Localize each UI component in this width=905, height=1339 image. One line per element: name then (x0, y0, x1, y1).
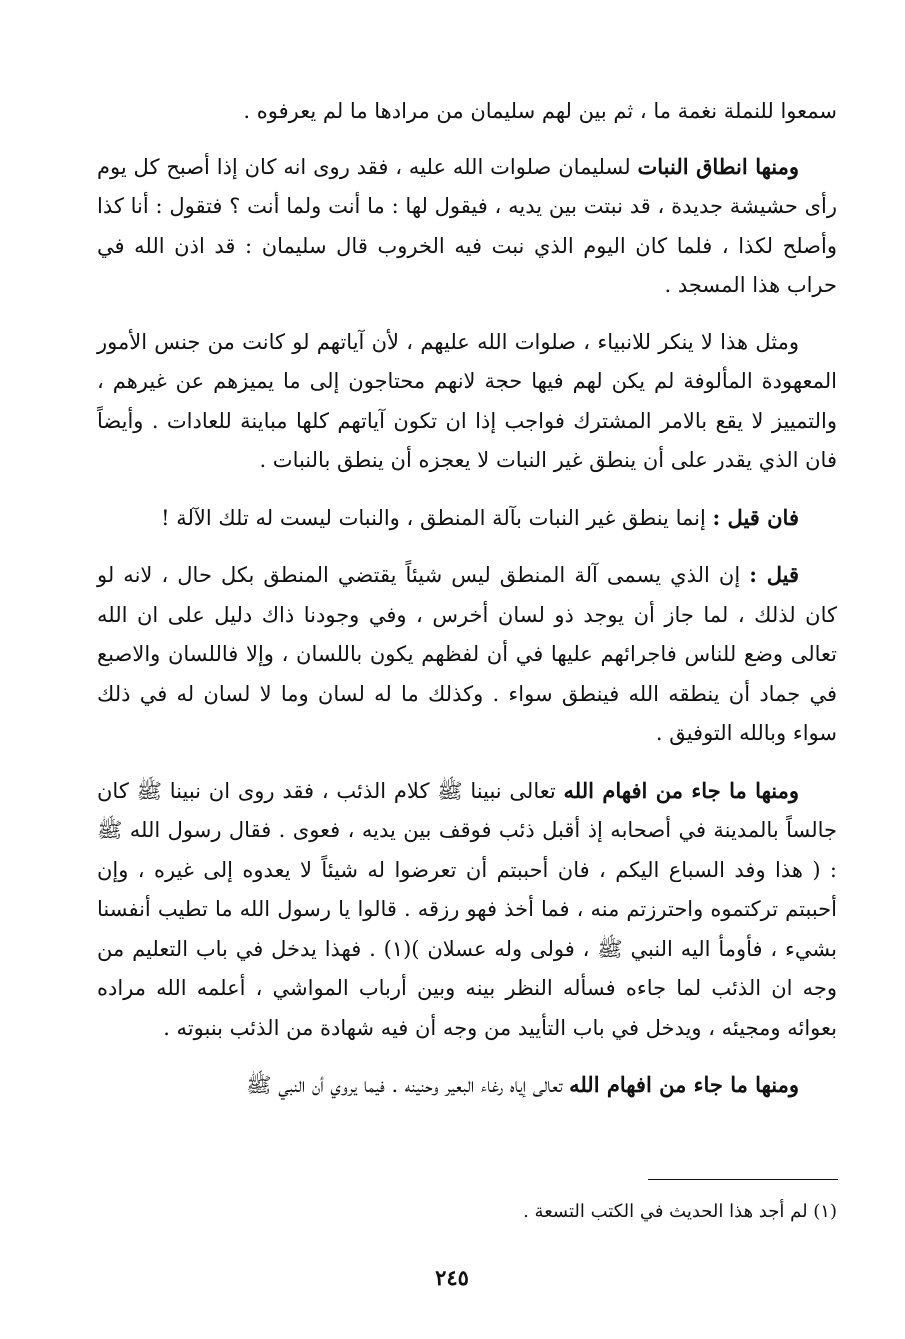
paragraph-lead-in: ومنها ما جاء من افهام الله (569, 1072, 799, 1097)
body-text (97, 92, 837, 1123)
paragraph-text: لسليمان صلوات الله عليه ، فقد روى انه كان إذا أصبح كل يوم رأى حشيشة جديدة ، قد نبتت بين يديه ، فيقول لها : ما أنت ولما أنت ؟ فتقول : أنا كذا وأصلح لكذا ، فلما كان اليوم الذي نبت فيه الخروب قال سليمان : قد اذن الله في حراب هذا المسجد . (97, 154, 837, 297)
paragraph (97, 92, 837, 132)
paragraph-lead-in: ومنها ما جاء من افهام الله (563, 777, 799, 803)
paragraph-text: ومثل هذا لا ينكر للانبياء ، صلوات الله عليهم ، لأن آياتهم لو كانت من جنس الأمور المعهودة المألوفة لم يكن لهم فيها حجة لانهم محتاجون إلى ما يميزهم عن غيرهم ، والتمييز لا يقع بالامر المشترك فواجب إذا ان تكون آياتهم كلها مباينة للعادات . وأيضاً فان الذي يقدر على أن ينطق غير النبات لا يعجزه أن ينطق بالنبات . (97, 329, 837, 472)
paragraph (97, 147, 837, 306)
page-number: ٢٤٥ (435, 1265, 469, 1290)
paragraph (97, 498, 837, 539)
paragraph (97, 555, 837, 754)
paragraph-text: سمعوا للنملة نغمة ما ، ثم بين لهم سليمان من مرادها ما لم يعرفوه . (243, 99, 837, 123)
paragraph-text: تعالى إياه رغاء البعير وحنينه . فيما يروي أن النبي ﷺ (246, 1073, 563, 1097)
paragraph-lead-in: فان قيل : (712, 504, 799, 530)
paragraph-text: إنما ينطق غير النبات بآلة المنطق ، والنبات ليست له تلك الآلة ! (161, 505, 706, 530)
paragraph-text: إن الذي يسمى آلة المنطق ليس شيئاً يقتضي المنطق بكل حال ، لانه لو كان لذلك ، لما جاز أن يوجد ذو لسان أخرس ، وفي وجودنا ذاك دليل على ان الله تعالى وضع للناس فاجرائهم عليها في أن لفظهم يكون باللسان ، وإلا فاللسان والاصبع في جماد أن ينطقه الله فينطق سواء . وكذلك ما له لسان وما لا لسان له في ذلك سواء وبالله التوفيق . (97, 563, 838, 745)
paragraph-lead-in: قيل : (749, 562, 799, 587)
paragraph (97, 1065, 837, 1106)
paragraph-text: تعالى نبينا ﷺ كلام الذئب ، فقد روى ان نبينا ﷺ كان جالساً بالمدينة في أصحابه إذ أقبل ذئب فوقف بين يديه ، فعوى . فقال رسول الله ﷺ : ( هذا وفد السباع اليكم ، فان أحببتم أن تعرضوا له شيئاً لا يعدوه إلى غيره ، وإن أحببتم تركتموه واحترزتم منه ، فما أخذ فهو رزقه . قالوا يا رسول الله ما تطيب أنفسنا بشيء ، فأومأ اليه النبي ﷺ ، فولى وله عسلان )(١) . فهذا يدخل في باب التعليم من وجه ان الذئب لما جاءه فسأله النظر بينه وبين أرباب المواشي ، أعلمه الله مراده بعوائه ومجيئه ، ويدخل في باب التأييد من وجه أن فيه شهادة من الذئب بنبوته . (97, 778, 837, 1040)
paragraph-lead-in: ومنها انطاق النبات (637, 153, 799, 179)
paragraph (97, 323, 837, 481)
footnote-divider (648, 1179, 838, 1180)
paragraph (97, 771, 837, 1049)
footnote: (١) لم أجد هذا الحديث في الكتب التسعة . (523, 1201, 837, 1222)
